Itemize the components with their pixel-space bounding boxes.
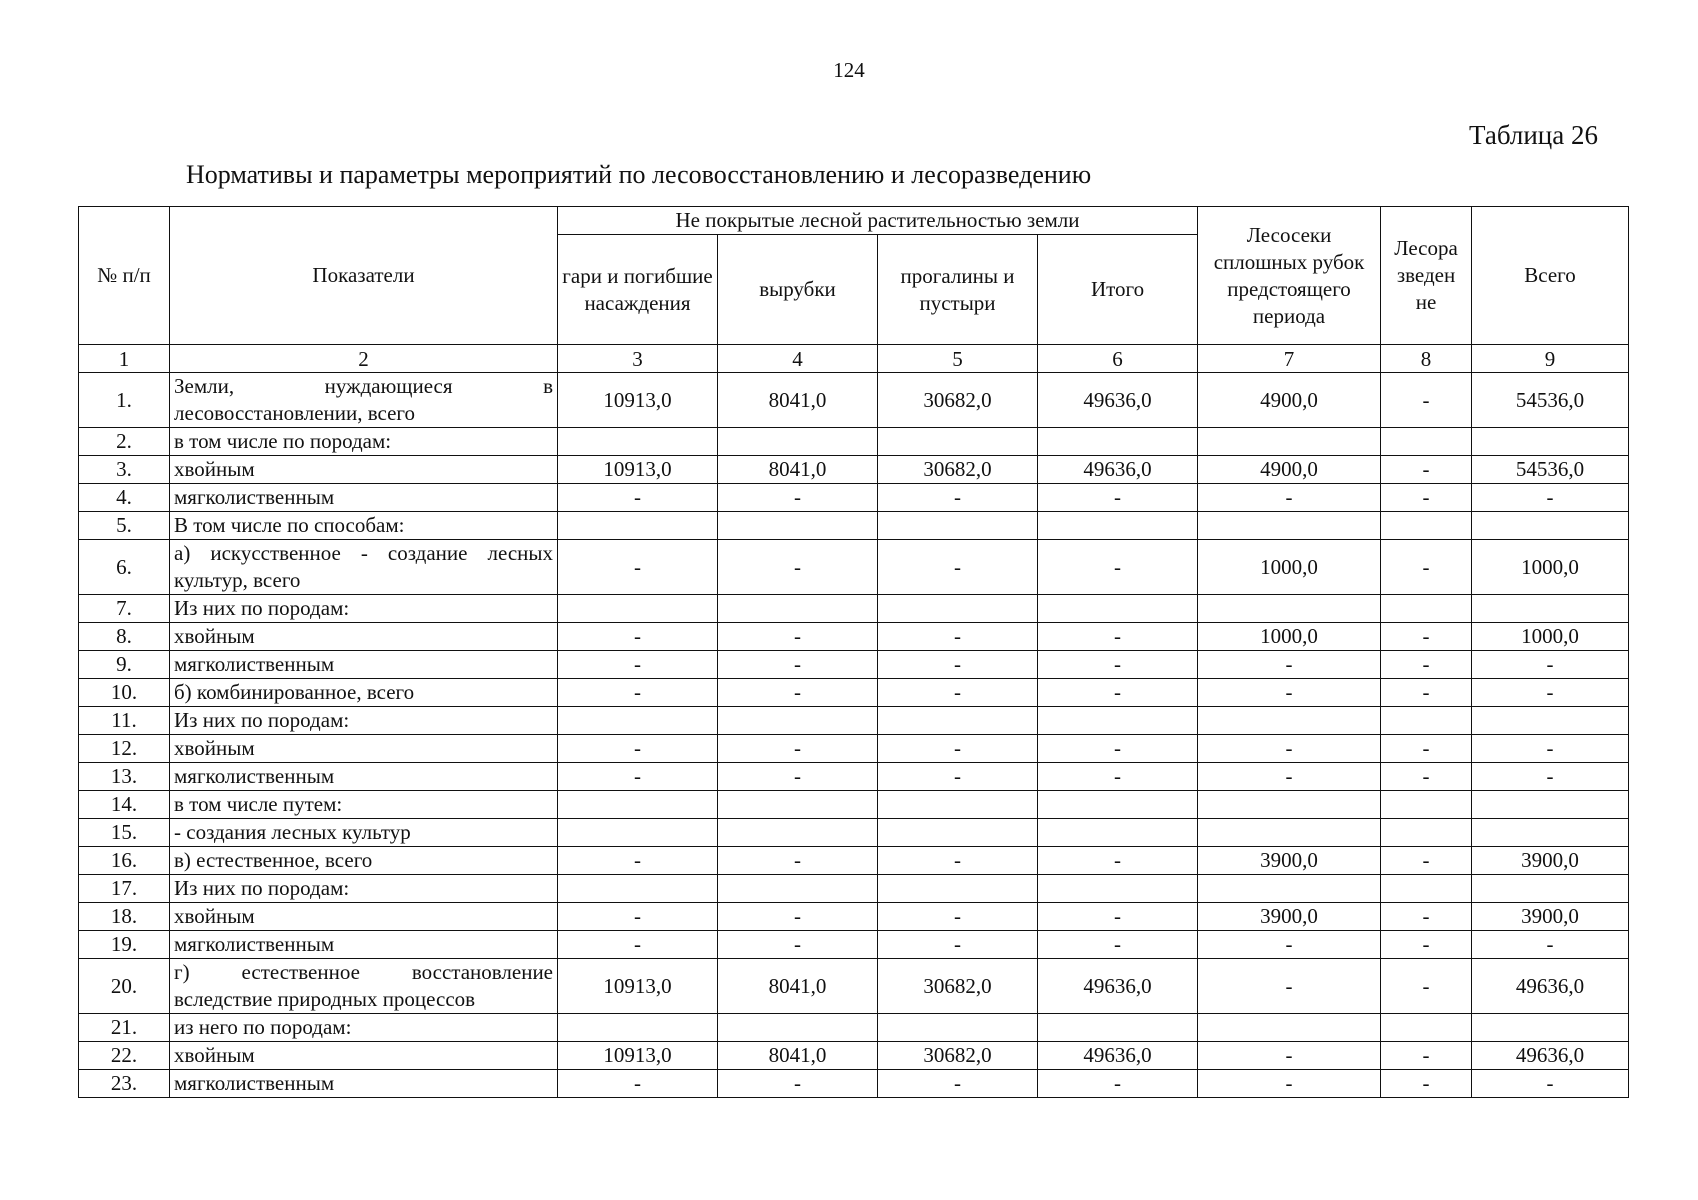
row-indicator: хвойным [170, 903, 558, 931]
cell-afforestation: - [1381, 735, 1472, 763]
cell-all: 49636,0 [1472, 1042, 1629, 1070]
table-row [79, 456, 1629, 484]
row-number: 11. [79, 707, 170, 735]
cell-cutting-areas: - [1198, 959, 1381, 1014]
header-glades: прогалины и пустыри [878, 235, 1038, 345]
cell-clearings: - [718, 763, 878, 791]
row-indicator: в) естественное, всего [170, 847, 558, 875]
cell-burnt: - [558, 763, 718, 791]
cell-glades: - [878, 763, 1038, 791]
row-indicator: хвойным [170, 1042, 558, 1070]
cell-total-group: 49636,0 [1038, 959, 1198, 1014]
cell-burnt [558, 512, 718, 540]
cell-afforestation: - [1381, 456, 1472, 484]
cell-total-group: - [1038, 540, 1198, 595]
cell-total-group [1038, 1014, 1198, 1042]
cell-afforestation [1381, 428, 1472, 456]
cell-afforestation: - [1381, 651, 1472, 679]
cell-all: 1000,0 [1472, 540, 1629, 595]
cell-all: 54536,0 [1472, 373, 1629, 428]
row-number: 16. [79, 847, 170, 875]
cell-glades: - [878, 931, 1038, 959]
row-number: 22. [79, 1042, 170, 1070]
cell-all [1472, 875, 1629, 903]
table-row [79, 735, 1629, 763]
cell-glades: - [878, 484, 1038, 512]
cell-clearings: - [718, 931, 878, 959]
cell-total-group [1038, 875, 1198, 903]
row-number: 13. [79, 763, 170, 791]
cell-clearings [718, 875, 878, 903]
column-numbers-row [79, 345, 1629, 373]
table-row [79, 595, 1629, 623]
cell-clearings [718, 707, 878, 735]
cell-afforestation [1381, 791, 1472, 819]
cell-all: - [1472, 484, 1629, 512]
page-number: 124 [833, 58, 865, 82]
table-row [79, 623, 1629, 651]
column-number: 1 [79, 345, 170, 373]
cell-burnt [558, 428, 718, 456]
table-row [79, 819, 1629, 847]
cell-all: 1000,0 [1472, 623, 1629, 651]
cell-total-group: - [1038, 847, 1198, 875]
cell-burnt: - [558, 679, 718, 707]
cell-clearings: - [718, 903, 878, 931]
row-number: 3. [79, 456, 170, 484]
cell-all [1472, 512, 1629, 540]
cell-all: 3900,0 [1472, 903, 1629, 931]
cell-afforestation: - [1381, 679, 1472, 707]
cell-cutting-areas [1198, 707, 1381, 735]
cell-clearings: - [718, 847, 878, 875]
cell-total-group: - [1038, 651, 1198, 679]
cell-all: - [1472, 931, 1629, 959]
cell-glades: 30682,0 [878, 1042, 1038, 1070]
row-indicator: хвойным [170, 456, 558, 484]
row-indicator: г) естественное восстановление вследствие природных процессов [170, 959, 558, 1014]
cell-all: - [1472, 651, 1629, 679]
cell-cutting-areas [1198, 512, 1381, 540]
document-title: Нормативы и параметры мероприятий по лесовосстановлению и лесоразведению [186, 160, 1092, 189]
table-row [79, 428, 1629, 456]
row-number: 7. [79, 595, 170, 623]
cell-afforestation: - [1381, 931, 1472, 959]
row-number: 21. [79, 1014, 170, 1042]
table-row [79, 512, 1629, 540]
header-burnt: гари и погибшие насаждения [558, 235, 718, 345]
table-row [79, 1014, 1629, 1042]
cell-burnt: - [558, 540, 718, 595]
row-number: 5. [79, 512, 170, 540]
cell-glades: - [878, 623, 1038, 651]
cell-cutting-areas: - [1198, 651, 1381, 679]
header-all: Всего [1472, 207, 1629, 345]
cell-cutting-areas: - [1198, 735, 1381, 763]
cell-afforestation: - [1381, 623, 1472, 651]
cell-clearings: - [718, 679, 878, 707]
cell-burnt: - [558, 651, 718, 679]
cell-total-group: - [1038, 931, 1198, 959]
cell-glades [878, 875, 1038, 903]
cell-glades [878, 595, 1038, 623]
cell-total-group [1038, 595, 1198, 623]
cell-clearings [718, 819, 878, 847]
cell-afforestation [1381, 512, 1472, 540]
cell-all: 54536,0 [1472, 456, 1629, 484]
table-row [79, 875, 1629, 903]
table-row [79, 540, 1629, 595]
cell-cutting-areas: 4900,0 [1198, 373, 1381, 428]
row-indicator: в том числе путем: [170, 791, 558, 819]
row-indicator: - создания лесных культур [170, 819, 558, 847]
table-row [79, 847, 1629, 875]
cell-cutting-areas: 1000,0 [1198, 623, 1381, 651]
cell-all [1472, 595, 1629, 623]
header-cutting-areas: Лесосеки сплошных рубок предстоящего периода [1198, 207, 1381, 345]
row-indicator: из него по породам: [170, 1014, 558, 1042]
cell-cutting-areas: - [1198, 763, 1381, 791]
table-row [79, 1070, 1629, 1098]
header-clearings: вырубки [718, 235, 878, 345]
column-number: 4 [718, 345, 878, 373]
cell-glades: 30682,0 [878, 959, 1038, 1014]
row-indicator: а) искусственное - создание лесных культур, всего [170, 540, 558, 595]
cell-clearings: 8041,0 [718, 1042, 878, 1070]
cell-glades: 30682,0 [878, 373, 1038, 428]
cell-glades: - [878, 679, 1038, 707]
column-number: 6 [1038, 345, 1198, 373]
cell-clearings [718, 791, 878, 819]
row-indicator: Из них по породам: [170, 707, 558, 735]
cell-afforestation: - [1381, 903, 1472, 931]
cell-glades [878, 1014, 1038, 1042]
cell-cutting-areas: - [1198, 1070, 1381, 1098]
cell-clearings [718, 1014, 878, 1042]
header-afforestation: Лесора зведен не [1381, 207, 1472, 345]
column-number: 7 [1198, 345, 1381, 373]
cell-afforestation: - [1381, 763, 1472, 791]
table-row [79, 903, 1629, 931]
header-uncovered-lands: Не покрытые лесной растительностью земли [558, 207, 1198, 235]
cell-glades: - [878, 1070, 1038, 1098]
cell-burnt [558, 595, 718, 623]
cell-total-group: 49636,0 [1038, 373, 1198, 428]
table-row [79, 1042, 1629, 1070]
row-indicator: мягколиственным [170, 484, 558, 512]
row-indicator: мягколиственным [170, 763, 558, 791]
row-number: 1. [79, 373, 170, 428]
cell-total-group: - [1038, 623, 1198, 651]
column-number: 5 [878, 345, 1038, 373]
row-number: 4. [79, 484, 170, 512]
cell-burnt: 10913,0 [558, 456, 718, 484]
row-indicator: Из них по породам: [170, 595, 558, 623]
table-row [79, 679, 1629, 707]
cell-burnt: 10913,0 [558, 1042, 718, 1070]
cell-burnt: 10913,0 [558, 373, 718, 428]
cell-all [1472, 707, 1629, 735]
cell-clearings [718, 512, 878, 540]
row-number: 17. [79, 875, 170, 903]
cell-total-group: - [1038, 735, 1198, 763]
cell-all: - [1472, 763, 1629, 791]
cell-total-group: - [1038, 679, 1198, 707]
table-row [79, 484, 1629, 512]
cell-clearings [718, 595, 878, 623]
cell-total-group [1038, 791, 1198, 819]
row-number: 9. [79, 651, 170, 679]
cell-glades: - [878, 651, 1038, 679]
cell-clearings: 8041,0 [718, 959, 878, 1014]
cell-afforestation: - [1381, 847, 1472, 875]
row-indicator: мягколиственным [170, 1070, 558, 1098]
cell-total-group: 49636,0 [1038, 1042, 1198, 1070]
row-number: 20. [79, 959, 170, 1014]
row-indicator: мягколиственным [170, 651, 558, 679]
cell-afforestation: - [1381, 1070, 1472, 1098]
cell-burnt: - [558, 931, 718, 959]
row-indicator: хвойным [170, 735, 558, 763]
table-row [79, 791, 1629, 819]
column-number: 2 [170, 345, 558, 373]
cell-total-group: - [1038, 763, 1198, 791]
row-number: 15. [79, 819, 170, 847]
cell-total-group: - [1038, 1070, 1198, 1098]
cell-burnt: - [558, 903, 718, 931]
cell-cutting-areas: - [1198, 1042, 1381, 1070]
cell-cutting-areas [1198, 791, 1381, 819]
cell-glades [878, 791, 1038, 819]
cell-all: - [1472, 1070, 1629, 1098]
cell-burnt [558, 791, 718, 819]
cell-burnt [558, 875, 718, 903]
cell-clearings [718, 428, 878, 456]
cell-burnt: - [558, 847, 718, 875]
forest-restoration-table [78, 206, 1629, 1098]
cell-burnt: - [558, 623, 718, 651]
cell-clearings: - [718, 540, 878, 595]
cell-clearings: 8041,0 [718, 456, 878, 484]
row-number: 2. [79, 428, 170, 456]
cell-afforestation [1381, 1014, 1472, 1042]
row-number: 6. [79, 540, 170, 595]
cell-glades [878, 819, 1038, 847]
row-number: 23. [79, 1070, 170, 1098]
cell-all [1472, 1014, 1629, 1042]
cell-glades: - [878, 847, 1038, 875]
cell-clearings: - [718, 623, 878, 651]
cell-glades: 30682,0 [878, 456, 1038, 484]
cell-glades [878, 707, 1038, 735]
cell-all: - [1472, 735, 1629, 763]
row-indicator: В том числе по способам: [170, 512, 558, 540]
row-indicator: б) комбинированное, всего [170, 679, 558, 707]
cell-clearings: - [718, 1070, 878, 1098]
cell-afforestation [1381, 875, 1472, 903]
cell-afforestation [1381, 819, 1472, 847]
cell-all [1472, 428, 1629, 456]
cell-all: - [1472, 679, 1629, 707]
header-total-group: Итого [1038, 235, 1198, 345]
cell-cutting-areas: - [1198, 484, 1381, 512]
row-number: 18. [79, 903, 170, 931]
cell-cutting-areas [1198, 875, 1381, 903]
cell-afforestation [1381, 707, 1472, 735]
cell-glades [878, 428, 1038, 456]
cell-cutting-areas: 4900,0 [1198, 456, 1381, 484]
cell-clearings: - [718, 484, 878, 512]
table-body [79, 373, 1629, 1098]
cell-cutting-areas: 3900,0 [1198, 847, 1381, 875]
cell-cutting-areas [1198, 595, 1381, 623]
row-number: 8. [79, 623, 170, 651]
cell-cutting-areas [1198, 819, 1381, 847]
cell-glades: - [878, 735, 1038, 763]
cell-all: 49636,0 [1472, 959, 1629, 1014]
cell-total-group: - [1038, 903, 1198, 931]
cell-burnt: - [558, 735, 718, 763]
cell-cutting-areas [1198, 1014, 1381, 1042]
cell-clearings: 8041,0 [718, 373, 878, 428]
cell-glades: - [878, 903, 1038, 931]
table-row [79, 651, 1629, 679]
cell-all: 3900,0 [1472, 847, 1629, 875]
row-number: 19. [79, 931, 170, 959]
cell-burnt: - [558, 1070, 718, 1098]
row-number: 14. [79, 791, 170, 819]
table-row [79, 959, 1629, 1014]
column-number: 3 [558, 345, 718, 373]
cell-total-group [1038, 428, 1198, 456]
cell-afforestation [1381, 595, 1472, 623]
table-row [79, 931, 1629, 959]
cell-cutting-areas: 1000,0 [1198, 540, 1381, 595]
table-label: Таблица 26 [1469, 120, 1598, 150]
cell-total-group: 49636,0 [1038, 456, 1198, 484]
table-row [79, 373, 1629, 428]
cell-all [1472, 819, 1629, 847]
cell-afforestation: - [1381, 959, 1472, 1014]
cell-clearings: - [718, 735, 878, 763]
cell-total-group [1038, 512, 1198, 540]
cell-total-group: - [1038, 484, 1198, 512]
cell-total-group [1038, 707, 1198, 735]
header-num: № п/п [79, 207, 170, 345]
cell-burnt [558, 707, 718, 735]
cell-glades [878, 512, 1038, 540]
row-number: 10. [79, 679, 170, 707]
row-number: 12. [79, 735, 170, 763]
row-indicator: мягколиственным [170, 931, 558, 959]
cell-burnt [558, 1014, 718, 1042]
cell-burnt [558, 819, 718, 847]
cell-burnt: 10913,0 [558, 959, 718, 1014]
cell-afforestation: - [1381, 1042, 1472, 1070]
row-indicator: Из них по породам: [170, 875, 558, 903]
cell-cutting-areas: - [1198, 679, 1381, 707]
header-indicators: Показатели [170, 207, 558, 345]
cell-burnt: - [558, 484, 718, 512]
cell-clearings: - [718, 651, 878, 679]
cell-cutting-areas: - [1198, 931, 1381, 959]
row-indicator: Земли, нуждающиеся в лесовосстановлении, всего [170, 373, 558, 428]
cell-cutting-areas: 3900,0 [1198, 903, 1381, 931]
cell-afforestation: - [1381, 373, 1472, 428]
row-indicator: хвойным [170, 623, 558, 651]
table-row [79, 763, 1629, 791]
row-indicator: в том числе по породам: [170, 428, 558, 456]
column-number: 9 [1472, 345, 1629, 373]
cell-afforestation: - [1381, 484, 1472, 512]
cell-afforestation: - [1381, 540, 1472, 595]
cell-all [1472, 791, 1629, 819]
column-number: 8 [1381, 345, 1472, 373]
cell-cutting-areas [1198, 428, 1381, 456]
cell-glades: - [878, 540, 1038, 595]
cell-total-group [1038, 819, 1198, 847]
table-row [79, 707, 1629, 735]
